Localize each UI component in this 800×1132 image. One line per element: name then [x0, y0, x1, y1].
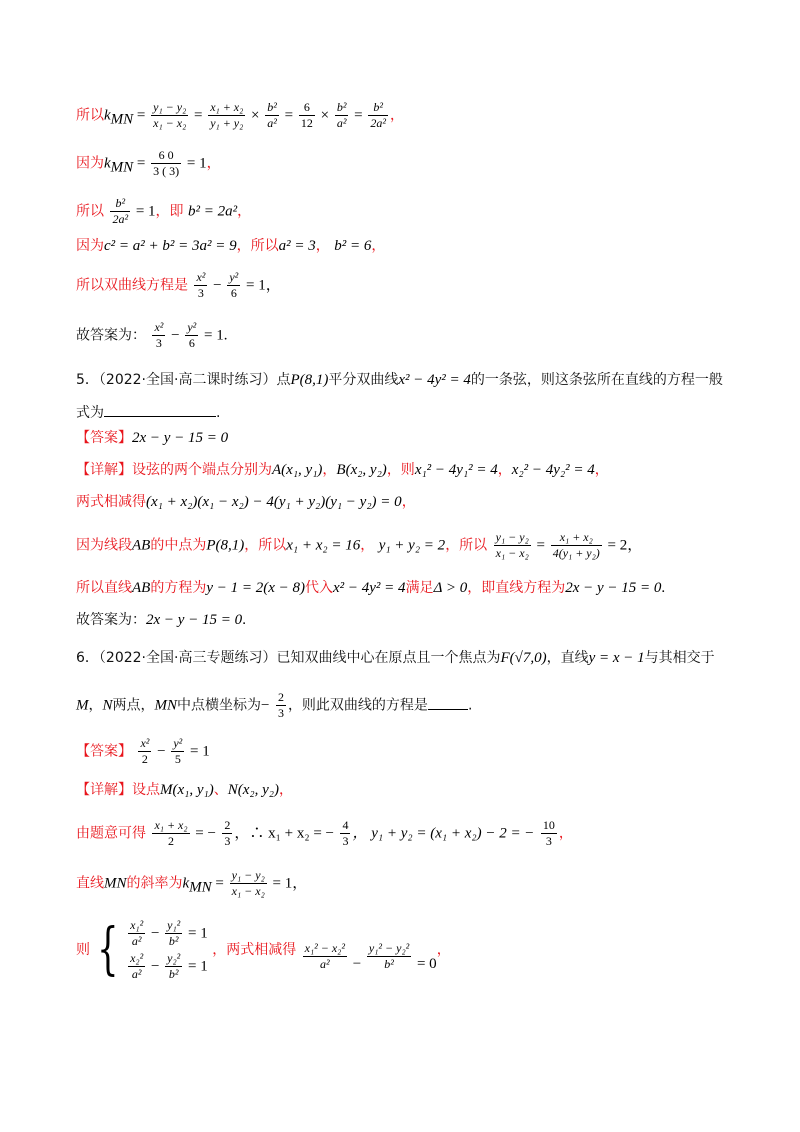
q6-answer: [76, 736, 210, 767]
fraction-denominator: 3: [155, 336, 162, 350]
detail-text: 因为线段: [76, 537, 132, 554]
detail-text: 两式相减得: [76, 494, 146, 510]
segment-mn: MN: [154, 697, 178, 714]
minus: −: [261, 697, 270, 714]
fraction-numerator: y₁ − y₂: [495, 530, 529, 544]
fraction-denominator: y₁ + y₂: [210, 116, 244, 130]
comma: ，: [401, 494, 416, 510]
question-number: 6．: [76, 650, 99, 666]
equation: 2x − y − 15 = 0: [565, 580, 662, 596]
text-so: 所以: [76, 203, 104, 220]
fraction: [368, 100, 388, 131]
fraction-denominator: 3: [224, 834, 231, 848]
fraction-denominator: 3: [342, 834, 349, 848]
fraction-numerator: 2: [277, 690, 284, 704]
equation: y₁ + y₂ = 2: [378, 537, 446, 554]
answer-blank: [104, 402, 216, 417]
q6-statement: [76, 648, 715, 668]
question-text: ，则此双曲线的方程是: [287, 697, 428, 714]
q6-system: [76, 916, 451, 984]
focus-f: F(√7,0): [500, 650, 547, 666]
comma: ，: [558, 825, 573, 842]
fraction-numerator: 2: [224, 818, 231, 832]
fraction-numerator: y₁ − y₂: [153, 100, 187, 114]
question-source: （2022·全国·高三专题练习）已知双曲线中心在原点且一个焦点为: [98, 650, 501, 666]
point-m: M: [76, 697, 89, 714]
times: ×: [247, 107, 264, 124]
hyperbola-equation: x² − 4y² = 4: [398, 372, 471, 388]
minus: −: [348, 956, 365, 972]
fraction-denominator: b²: [168, 934, 179, 948]
fraction-numerator: b²: [110, 196, 130, 212]
fraction-denominator: 2: [168, 834, 174, 848]
equals-one: = 1: [186, 743, 210, 760]
comma: ，: [206, 155, 221, 172]
fraction: [222, 818, 232, 849]
q5-detail: [76, 460, 609, 480]
text-so: ，所以: [236, 238, 279, 254]
question-text: 两点，: [112, 697, 155, 714]
solution-line-b2: [76, 196, 251, 227]
point-a: A(x₁, y₁): [272, 462, 323, 478]
fraction-numerator: y²: [229, 270, 239, 284]
question-text: 的一条弦，则这条弦所在直线的方程一般: [470, 372, 723, 388]
equals-zero: = 0: [413, 956, 437, 972]
point-p: P(8,1): [206, 537, 245, 554]
text-namely: ，即: [155, 203, 184, 220]
solution-line-c2: [76, 236, 385, 256]
fraction: [208, 100, 245, 131]
fraction: [265, 100, 279, 131]
point-n: N: [102, 697, 113, 714]
fraction: [194, 270, 207, 301]
equals: =: [532, 537, 549, 554]
equals-two: = 2，: [603, 537, 643, 554]
fraction-numerator: y²: [173, 736, 183, 750]
fraction-denominator: 3: [545, 834, 552, 848]
question-text: 与其相交于: [644, 650, 715, 666]
fraction: [494, 530, 531, 561]
fraction: [152, 320, 165, 351]
system-row-1: [126, 918, 208, 949]
fraction-denominator: 3: [197, 286, 204, 300]
solution-line-kmn: 所以$k_{MN}$ = $\frac{\text{y₁ − y₂}}{\text{x₁ − x₂}}$ = $\frac{\text{x₁ + x₂}}{\text{y₁ + y₂}}$ × $\frac{\text{b²}}{\text{a²}}$ = $\frac{6}{12}$ × $\frac{\text{b²}}{\text{a²}}$ = $\frac{\text{b²}}{\text{2a²}}$ ，: [76, 100, 404, 130]
fraction-numerator: x₂²: [130, 951, 144, 965]
k-symbol: k: [182, 875, 190, 892]
comma: ，: [237, 203, 252, 220]
comma: ，: [360, 537, 375, 554]
fraction-denominator: 12: [300, 116, 313, 130]
fraction-numerator: b²: [336, 100, 347, 114]
system-row-2: [126, 951, 208, 982]
equals-minus: = −: [191, 825, 216, 842]
detail-text: 设弦的两个端点分别为: [132, 462, 272, 478]
equation: y − 1 = 2(x − 8): [206, 580, 305, 596]
fraction: [541, 818, 557, 849]
detail-text: 的方程为: [150, 580, 207, 596]
equals: =: [211, 875, 228, 892]
fraction: [171, 736, 184, 767]
fraction-denominator: x₁ − x₂: [231, 884, 265, 898]
detail-text: ，两式相减得: [212, 942, 297, 958]
detail-text: 满足: [405, 580, 434, 596]
period: .: [216, 405, 221, 421]
left-brace: {: [97, 917, 119, 982]
fraction: [185, 320, 198, 351]
equation: ， y₁ + y₂ = (x₁ + x₂) − 2 = −: [352, 825, 535, 842]
answer-blank: [428, 695, 468, 710]
fraction-denominator: x₁ − x₂: [153, 116, 187, 130]
comma: ，: [594, 462, 609, 478]
fraction-denominator: 4(y₁ + y₂): [552, 546, 600, 560]
fraction-denominator: 2a²: [112, 212, 129, 226]
equation: c² = a² + b² = 3a² = 9: [104, 238, 237, 254]
fraction-numerator: y₂²: [167, 951, 181, 965]
fraction-denominator: a²: [131, 967, 142, 981]
comma: ，: [315, 238, 330, 254]
period: .: [661, 580, 666, 596]
point-n: N(x₂, y₂): [227, 782, 279, 798]
k-subscript: MN: [110, 159, 134, 176]
comma: ，: [371, 238, 386, 254]
equation: x₁ + x₂ = 16: [286, 537, 361, 554]
k-symbol: k: [104, 155, 111, 172]
equals: =: [133, 107, 150, 124]
fraction-denominator: a²: [267, 116, 277, 130]
fraction-numerator: x²: [140, 736, 150, 750]
fraction-denominator: 2a²: [370, 116, 386, 130]
fraction-numerator: y₁²: [167, 918, 181, 932]
fraction-numerator: x₁ + x₂: [210, 100, 244, 114]
detail-text: ，所以: [244, 537, 287, 554]
comma: ，: [322, 462, 337, 478]
detail-text: ，所以: [445, 537, 488, 554]
q5-final-answer: [76, 610, 246, 630]
detail-text: 的斜率为: [126, 875, 183, 892]
detail-text: 直线: [76, 875, 104, 892]
segment-ab: AB: [132, 580, 151, 596]
fraction-denominator: 3: [277, 706, 284, 720]
question-number: 5．: [76, 372, 99, 388]
fraction-numerator: 4: [342, 818, 349, 832]
fraction-numerator: 6: [299, 100, 315, 116]
q5-statement: [76, 370, 723, 390]
detail-text: 代入: [305, 580, 333, 596]
equals-one: = 1: [183, 155, 207, 172]
point-p: P(8,1): [290, 372, 329, 388]
fraction: [138, 736, 151, 767]
q5-subtract: [76, 492, 416, 512]
detail-text: ，则: [386, 462, 415, 478]
fraction: [303, 941, 347, 972]
fraction-denominator: a²: [336, 116, 347, 130]
answer-equation: 2x − y − 15 = 0: [146, 612, 243, 628]
equals-one: = 1: [184, 925, 208, 942]
comma: ，: [497, 462, 512, 478]
fraction-numerator: x²: [196, 270, 206, 284]
q6-statement-line2: [76, 690, 472, 721]
answer-tag: 【答案】: [76, 430, 132, 446]
equation: Δ > 0: [433, 580, 468, 596]
segment-mn: MN: [104, 875, 127, 892]
fraction-numerator: 10: [542, 818, 555, 832]
fraction-numerator: x₁²: [130, 918, 144, 932]
point-m: M(x₁, y₁): [160, 782, 214, 798]
equals-one: = 1: [184, 958, 208, 975]
fraction-denominator: 5: [174, 752, 181, 766]
fraction: [276, 690, 286, 721]
comma: ，: [278, 782, 293, 798]
q5-line-eq: [76, 578, 665, 598]
q5-statement-line2: [76, 402, 220, 423]
comma: ，: [436, 942, 451, 958]
equation: (x₁ + x₂)(x₁ − x₂) − 4(y₁ + y₂)(y₁ − y₂) = 0: [146, 494, 402, 510]
text-then: 则: [76, 942, 90, 958]
minus: −: [209, 277, 226, 294]
fraction: [151, 100, 188, 131]
fraction: [151, 148, 181, 179]
segment-ab: AB: [132, 537, 151, 554]
detail-text: 的中点为: [150, 537, 207, 554]
equation: x₂² − 4y₂² = 4: [511, 462, 595, 478]
text-equation-is: 所以双曲线方程是: [76, 277, 188, 294]
text-answer-is: 故答案为：: [76, 327, 146, 344]
question-text: ，直线: [546, 650, 589, 666]
fraction-numerator: y₁² − y₂²: [368, 941, 410, 955]
fraction: [551, 530, 602, 561]
k-subscript: MN: [189, 879, 212, 896]
detail-text: ，即直线方程为: [467, 580, 566, 596]
fraction: [152, 818, 189, 849]
equals-one: = 1，: [268, 875, 308, 892]
point-b: B(x₂, y₂): [336, 462, 387, 478]
question-text: 中点横坐标为: [177, 697, 262, 714]
fraction-denominator: a²: [131, 934, 142, 948]
fraction: [367, 941, 411, 972]
fraction-numerator: x₁ + x₂: [154, 818, 188, 832]
solution-line-hyperbola: [76, 270, 281, 301]
fraction-numerator: x₁ + x₂: [551, 530, 602, 546]
detail-text: 设点: [132, 782, 160, 798]
equation: x₁² − 4y₁² = 4: [414, 462, 498, 478]
detail-tag: 【详解】: [76, 782, 132, 798]
minus: −: [167, 327, 184, 344]
separator: 、: [213, 782, 228, 798]
solution-line-slope: 因为$k_{MN}$ = $\frac{6 0}{3 ( 3)}$ = 1，: [76, 148, 221, 178]
text-because: 因为: [76, 155, 104, 172]
k-subscript: MN: [110, 111, 134, 128]
fraction-denominator: b²: [168, 967, 179, 981]
question-source: （2022·全国·高二课时练习）点: [98, 372, 291, 388]
fraction-numerator: 6 0: [151, 148, 181, 164]
equation: b² = 2a²: [187, 203, 238, 220]
q6-detail: [76, 780, 293, 800]
fraction: [128, 918, 145, 949]
fraction-denominator: 6: [230, 286, 237, 300]
detail-text: 所以直线: [76, 580, 132, 596]
fraction-denominator: a²: [320, 957, 330, 971]
fraction-numerator: y₁ − y₂: [231, 868, 265, 882]
equation: ，∴ x₁ + x₂ = −: [234, 825, 335, 842]
question-text: 平分双曲线: [328, 372, 399, 388]
question-text: 式为: [76, 405, 104, 421]
answer-tag: 【答案】: [76, 743, 132, 760]
fraction-numerator: x²: [154, 320, 164, 334]
equation: b² = 6: [334, 238, 372, 254]
equals-one: = 1，: [242, 277, 281, 294]
fraction-denominator: 2: [141, 752, 148, 766]
fraction: [165, 918, 182, 949]
fraction: [110, 196, 130, 227]
period: .: [467, 697, 473, 714]
fraction-denominator: b²: [384, 957, 394, 971]
q6-slope: [76, 868, 307, 899]
fraction-numerator: b²: [368, 100, 388, 116]
minus: −: [153, 743, 170, 760]
fraction: [227, 270, 240, 301]
comma: ，: [88, 697, 103, 714]
period: .: [242, 612, 246, 628]
fraction: [128, 951, 145, 982]
comma: ，: [390, 107, 404, 124]
minus: −: [147, 958, 164, 975]
text-so: 所以: [76, 107, 104, 124]
fraction-denominator: x₁ − x₂: [495, 546, 529, 560]
text-answer-is: 故答案为：: [76, 612, 146, 628]
fraction-denominator: 6: [188, 336, 195, 350]
equation-system: [126, 916, 208, 984]
q5-answer: [76, 428, 228, 448]
fraction: [335, 100, 349, 131]
final-answer-line: [76, 320, 228, 351]
fraction: [299, 100, 315, 131]
fraction-denominator: 3 ( 3): [153, 164, 180, 178]
detail-tag: 【详解】: [76, 462, 132, 478]
answer-equation: 2x − y − 15 = 0: [132, 430, 229, 446]
fraction: [165, 951, 182, 982]
detail-text: 由题意可得: [76, 825, 146, 842]
q6-midpoint: [76, 818, 573, 849]
text-because: 因为: [76, 238, 104, 254]
k-symbol: k: [104, 107, 111, 124]
equals-one: = 1.: [200, 327, 228, 344]
equation: x² − 4y² = 4: [333, 580, 406, 596]
fraction: [340, 818, 350, 849]
fraction-numerator: x₁² − x₂²: [304, 941, 345, 955]
fraction: [230, 868, 267, 899]
line-equation: y = x − 1: [588, 650, 645, 666]
q5-midpoint: [76, 530, 642, 561]
minus: −: [147, 925, 164, 942]
fraction-numerator: y²: [187, 320, 197, 334]
equation: a² = 3: [278, 238, 316, 254]
equals-one: = 1: [132, 203, 156, 220]
fraction-numerator: b²: [267, 100, 277, 114]
